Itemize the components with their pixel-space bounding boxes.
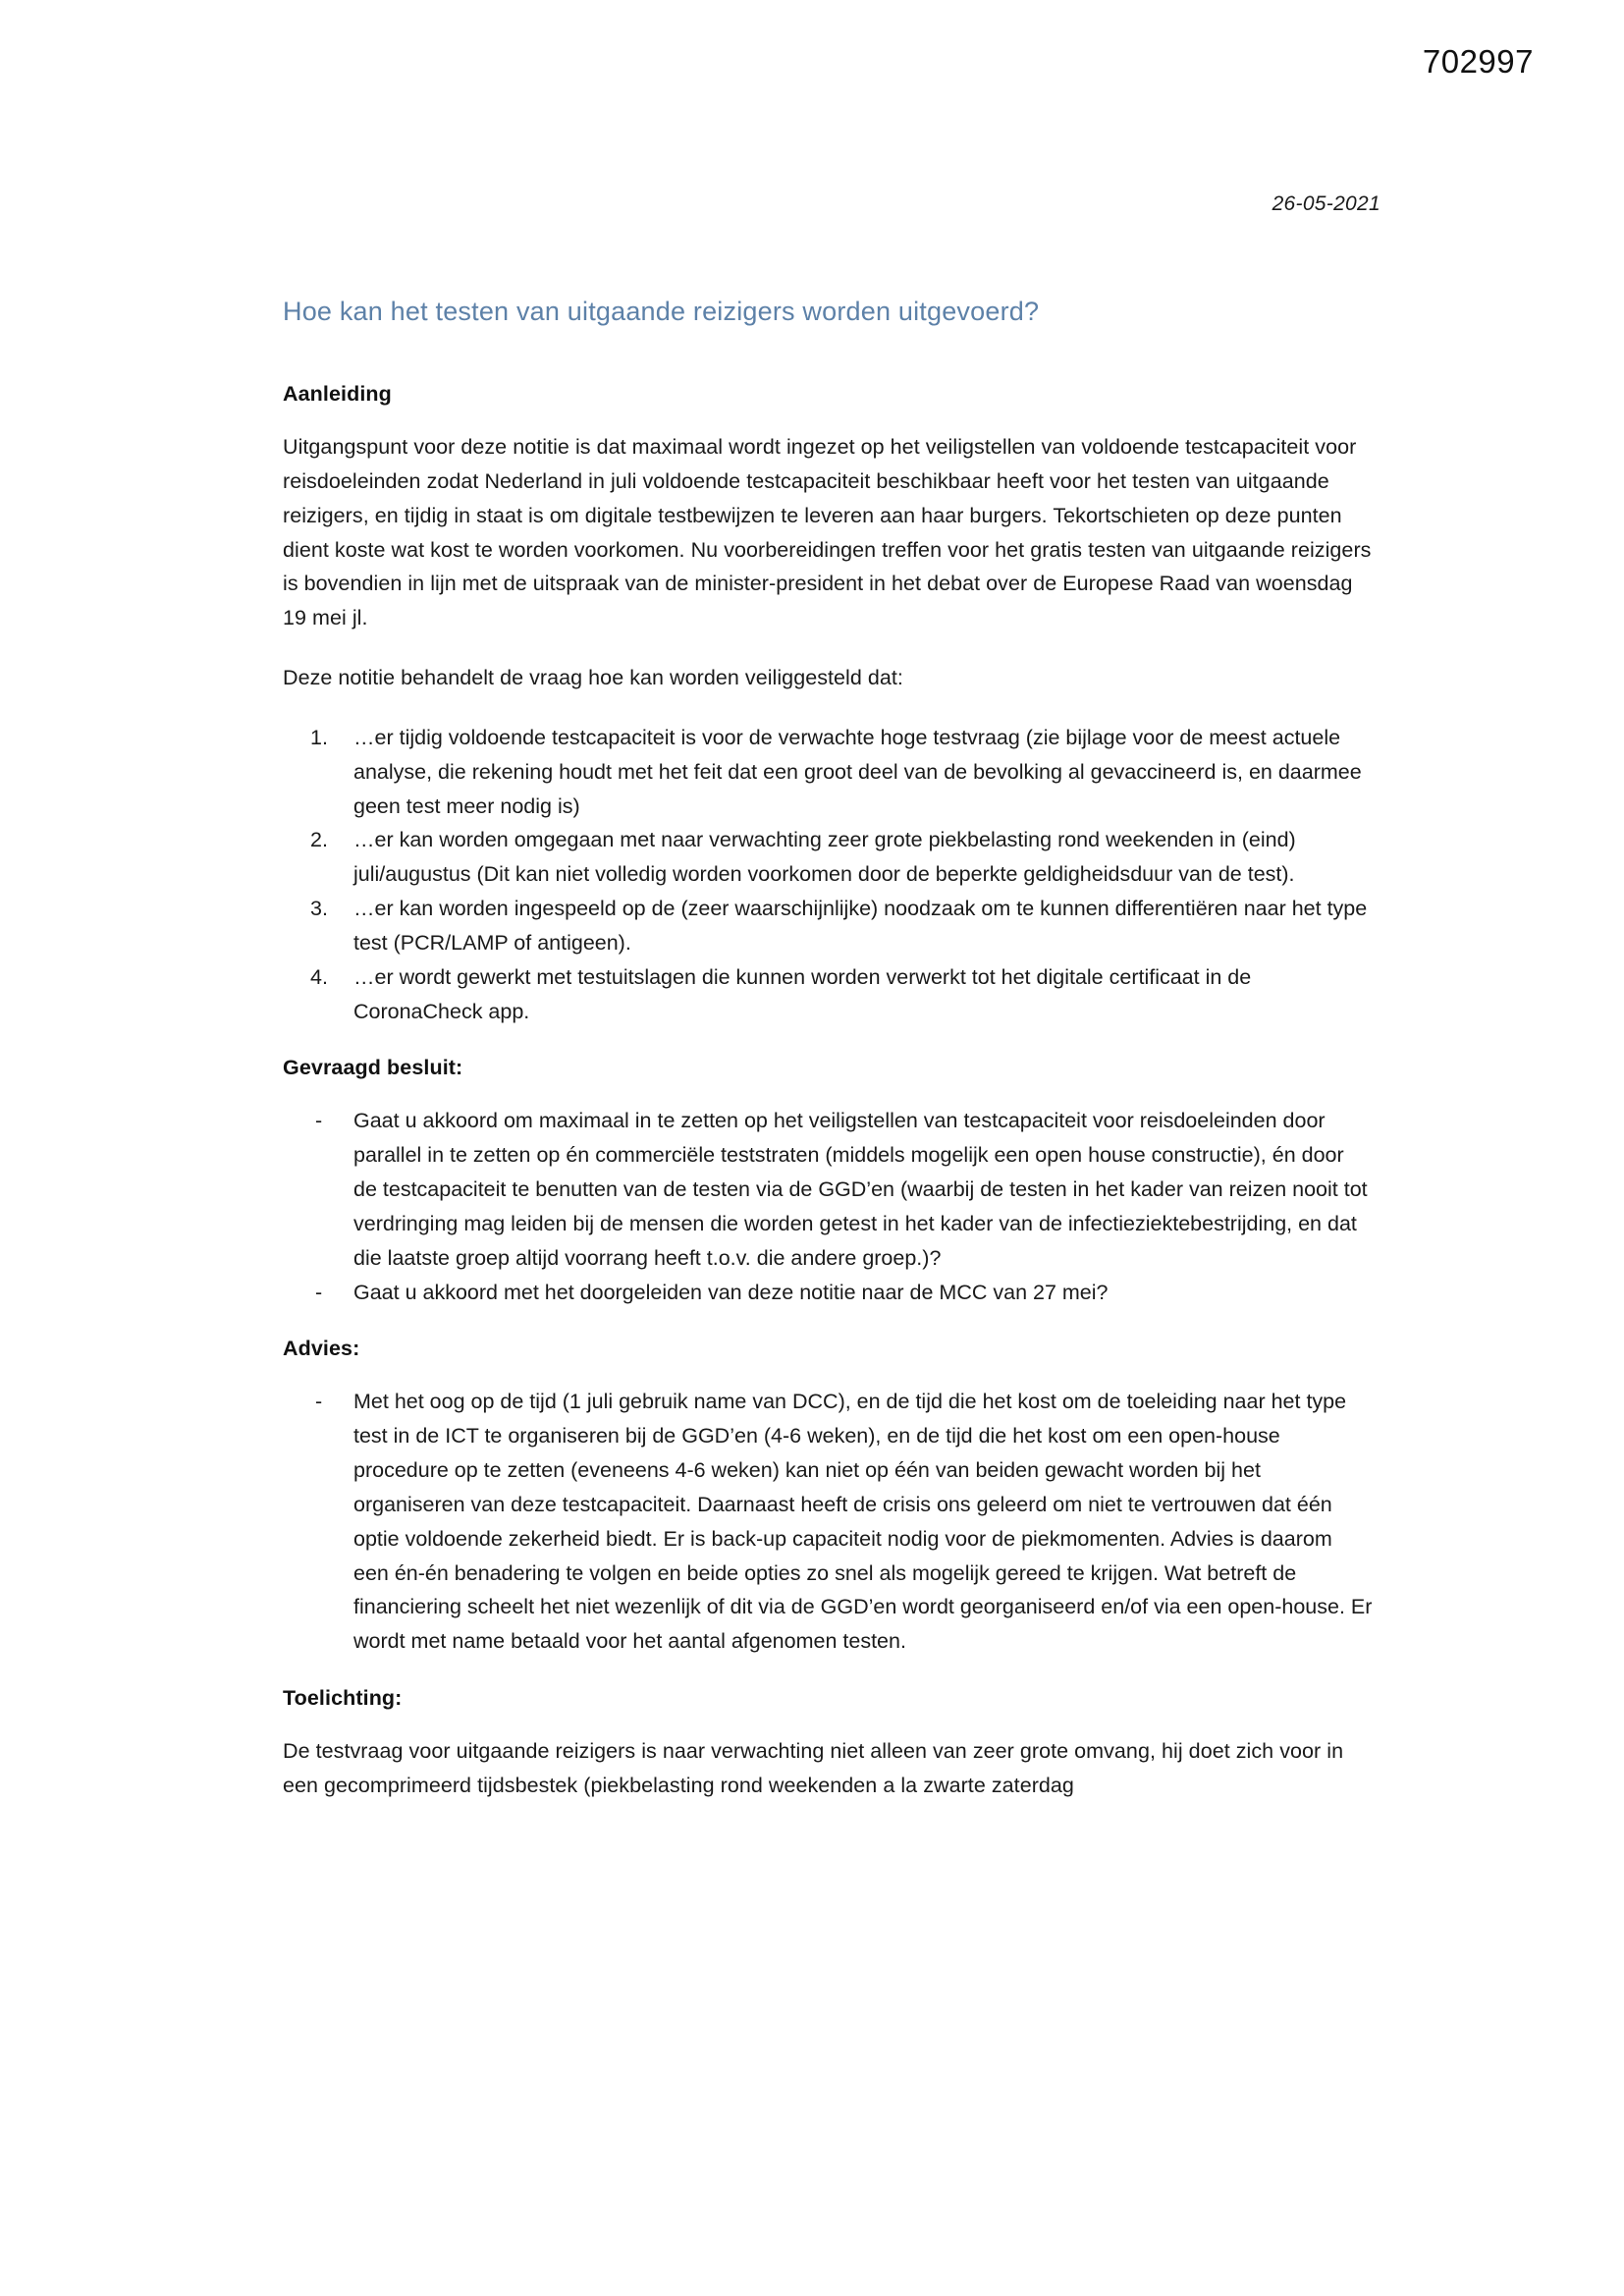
document-date: 26-05-2021 [1272, 192, 1380, 215]
section-heading-aanleiding: Aanleiding [283, 382, 392, 407]
section-heading-toelichting: Toelichting: [283, 1685, 403, 1710]
list-item: …er kan worden ingespeeld op de (zeer waarschijnlijke) noodzaak om te kunnen differentiëren naar het type test (PCR/LAMP of antigeen). [353, 897, 1368, 955]
page-title: Hoe kan het testen van uitgaande reizigers worden uitgevoerd? [283, 297, 1040, 326]
aanleiding-paragraph-1: Uitgangspunt voor deze notitie is dat maximaal wordt ingezet op het veiligstellen van voldoende testcapaciteit voor reisdoeleinden zodat Nederland in juli voldoende testcapaciteit beschikbaar heeft voor het testen van uitgaande reizigers, en tijdig in staat is om digitale testbewijzen te leveren aan haar burgers. Tekortschieten op deze punten dient koste wat kost te worden voorkomen. Nu voorbereidingen treffen voor het gratis testen van uitgaande reizigers is bovendien in lijn met de uitspraak van de minister-president in het debat over de Europese Raad van woensdag 19 mei jl. [283, 435, 1372, 630]
list-item: …er wordt gewerkt met testuitslagen die kunnen worden verwerkt tot het digitale certificaat in de CoronaCheck app. [353, 964, 1252, 1023]
section-heading-gevraagd-besluit: Gevraagd besluit: [283, 1056, 463, 1080]
section-heading-advies: Advies: [283, 1337, 360, 1361]
aanleiding-paragraph-2: Deze notitie behandelt de vraag hoe kan worden veiliggesteld dat: [283, 666, 903, 690]
gevraagd-besluit-list [283, 1104, 1373, 1309]
list-item: - Gaat u akkoord om maximaal in te zetten op het veiligstellen van testcapaciteit voor reisdoeleinden door parallel in te zetten op én commerciële teststraten (middels mogelijk een open house constructie), én door de testcapaciteit te benutten van de testen via de GGD’en (waarbij de testen in het kader van reizen nooit tot verdringing mag leiden bij de mensen die worden getest in het kader van de infectieziektebestrijding, en dat die laatste groep altijd voorrang heeft t.o.v. die andere groep.)? [283, 1104, 1373, 1275]
advies-list [283, 1385, 1373, 1659]
toelichting-paragraph-1: De testvraag voor uitgaande reizigers is naar verwachting niet alleen van zeer grote omvang, hij doet zich voor in een gecomprimeerd tijdsbestek (piekbelasting rond weekenden a la zwarte zaterdag [283, 1739, 1344, 1797]
list-item: - Met het oog op de tijd (1 juli gebruik name van DCC), en de tijd die het kost om de toeleiding naar het type test in de ICT te organiseren bij de GGD’en (4-6 weken), en de tijd die het kost om een open-house procedure op te zetten (eveneens 4-6 weken) kan niet op één van beiden gewacht worden bij het organiseren van deze testcapaciteit. Daarnaast heeft de crisis ons geleerd om niet te vertrouwen dat één optie voldoende zekerheid biedt. Er is back-up capaciteit nodig voor de piekmomenten. Advies is daarom een én-én benadering te volgen en beide opties zo snel als mogelijk gereed te krijgen. Wat betreft de financiering scheelt het niet wezenlijk of dit via de GGD’en wordt georganiseerd en/of via een open-house. Er wordt met name betaald voor het aantal afgenomen testen. [283, 1385, 1373, 1659]
aanleiding-numbered-list [283, 721, 1373, 1028]
list-item: …er tijdig voldoende testcapaciteit is voor de verwachte hoge testvraag (zie bijlage voor de meest actuele analyse, die rekening houdt met het feit dat een groot deel van de bevolking al gevaccineerd is, en daarmee geen test meer nodig is) [353, 725, 1362, 818]
document-id-stamp: 702997 [1422, 43, 1534, 80]
document-body [283, 295, 1373, 1803]
list-item: - Gaat u akkoord met het doorgeleiden van deze notitie naar de MCC van 27 mei? [283, 1276, 1373, 1310]
list-item: …er kan worden omgegaan met naar verwachting zeer grote piekbelasting rond weekenden in (eind) juli/augustus (Dit kan niet volledig worden voorkomen door de beperkte geldigheidsduur van de test). [353, 828, 1296, 887]
